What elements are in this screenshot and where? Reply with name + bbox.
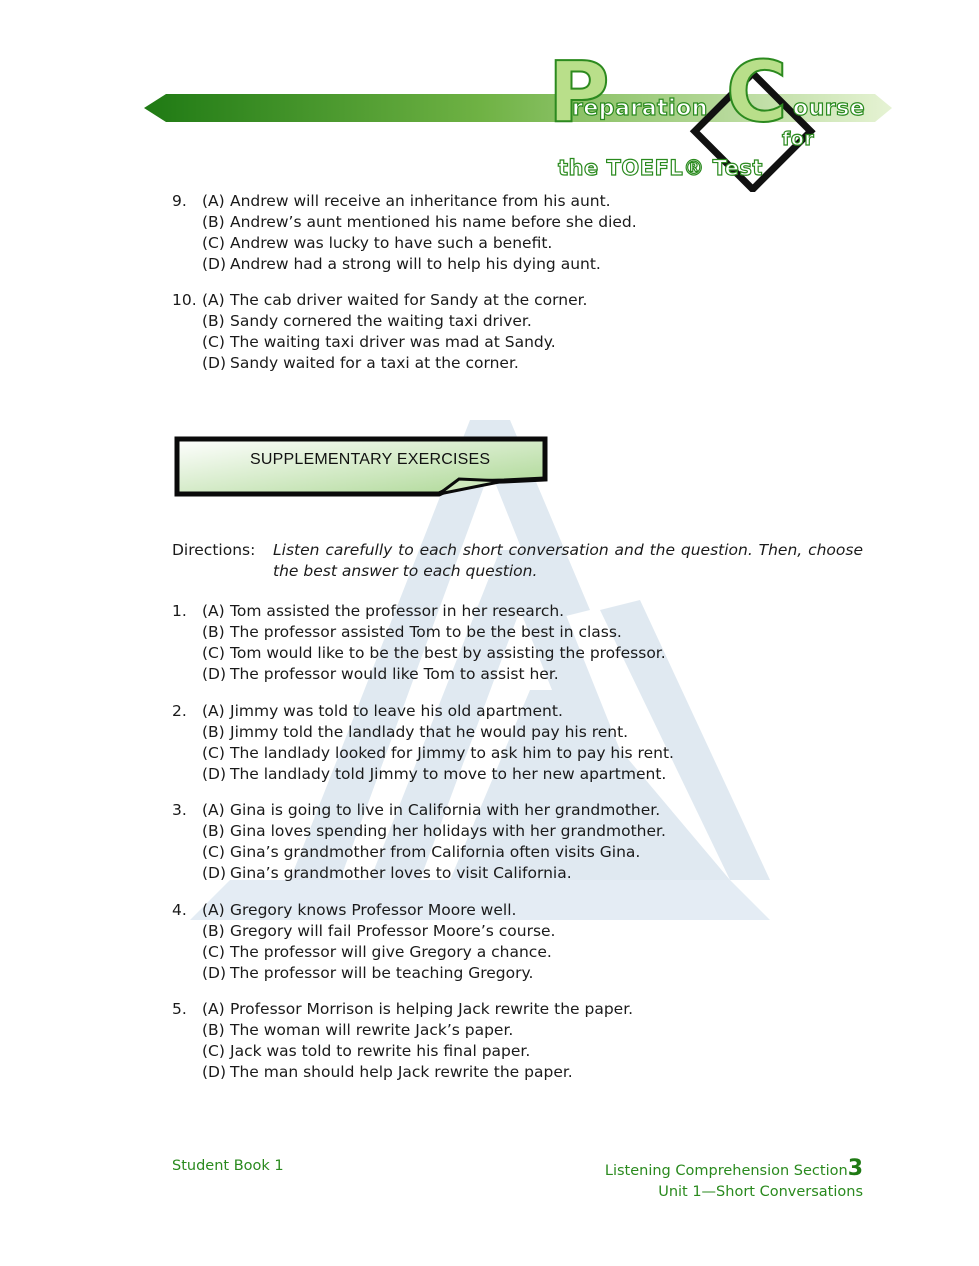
option-d: (D) Sandy waited for a taxi at the corner.: [202, 354, 519, 372]
option-b: (B) Sandy cornered the waiting taxi driver.: [202, 312, 532, 330]
footer-section-line: [605, 1158, 863, 1182]
option-b: (B) Andrew’s aunt mentioned his name before she died.: [202, 213, 637, 231]
option-a: (A) Gregory knows Professor Moore well.: [202, 901, 517, 919]
option-a: (A) Andrew will receive an inheritance from his aunt.: [202, 192, 611, 210]
option-c: (C) The waiting taxi driver was mad at Sandy.: [202, 333, 556, 351]
option-c: (C) Tom would like to be the best by assisting the professor.: [202, 644, 666, 662]
option-d: (D) The landlady told Jimmy to move to her new apartment.: [202, 765, 667, 783]
option-c: (C) The landlady looked for Jimmy to ask him to pay his rent.: [202, 744, 674, 762]
logo-text-reparation: reparation: [572, 96, 708, 121]
question-number: 4.: [172, 901, 187, 919]
option-b: (B) Gina loves spending her holidays with her grandmother.: [202, 822, 666, 840]
option-a: (A) The cab driver waited for Sandy at the corner.: [202, 291, 588, 309]
logo-text-toefl: the TOEFL® Test: [558, 156, 763, 180]
question-number: 10.: [172, 291, 197, 309]
question-number: 2.: [172, 702, 187, 720]
option-d: (D) Gina’s grandmother loves to visit California.: [202, 864, 572, 882]
option-c: (C) Andrew was lucky to have such a benefit.: [202, 234, 553, 252]
question-number: 1.: [172, 602, 187, 620]
option-a: (A) Gina is going to live in California with her grandmother.: [202, 801, 661, 819]
directions-text: Listen carefully to each short conversation and the question. Then, choose the best answer to each question.: [273, 541, 863, 580]
option-a: (A) Jimmy was told to leave his old apartment.: [202, 702, 563, 720]
question-number: 3.: [172, 801, 187, 819]
footer-section-info: [605, 1158, 863, 1203]
logo-letter-c: C: [726, 43, 789, 141]
question-number: 5.: [172, 1000, 187, 1018]
directions-label: Directions:: [172, 541, 256, 559]
question-number: 9.: [172, 192, 187, 210]
footer-unit-line: Unit 1—Short Conversations: [658, 1184, 863, 1200]
option-b: (B) The professor assisted Tom to be the best in class.: [202, 623, 622, 641]
option-c: (C) Jack was told to rewrite his final paper.: [202, 1042, 531, 1060]
logo-text-ourse: ourse: [793, 96, 866, 121]
logo-letter-p: P: [548, 43, 611, 141]
option-c: (C) Gina’s grandmother from California often visits Gina.: [202, 843, 641, 861]
option-b: (B) Jimmy told the landlady that he would pay his rent.: [202, 723, 629, 741]
option-d: (D) The professor would like Tom to assist her.: [202, 665, 559, 683]
option-a: (A) Tom assisted the professor in her research.: [202, 602, 565, 620]
option-a: (A) Professor Morrison is helping Jack rewrite the paper.: [202, 1000, 634, 1018]
option-b: (B) The woman will rewrite Jack’s paper.: [202, 1021, 514, 1039]
option-d: (D) The professor will be teaching Gregory.: [202, 964, 534, 982]
option-c: (C) The professor will give Gregory a chance.: [202, 943, 552, 961]
supplementary-title: SUPPLEMENTARY EXERCISES: [250, 451, 491, 468]
footer-section-number: 3: [847, 1156, 863, 1181]
option-d: (D) Andrew had a strong will to help his dying aunt.: [202, 255, 601, 273]
logo-text-for: for: [782, 128, 815, 150]
footer-book-title: Student Book 1: [172, 1158, 284, 1174]
option-b: (B) Gregory will fail Professor Moore’s course.: [202, 922, 556, 940]
footer-section-name: Listening Comprehension Section: [604, 1163, 848, 1179]
option-d: (D) The man should help Jack rewrite the paper.: [202, 1063, 573, 1081]
